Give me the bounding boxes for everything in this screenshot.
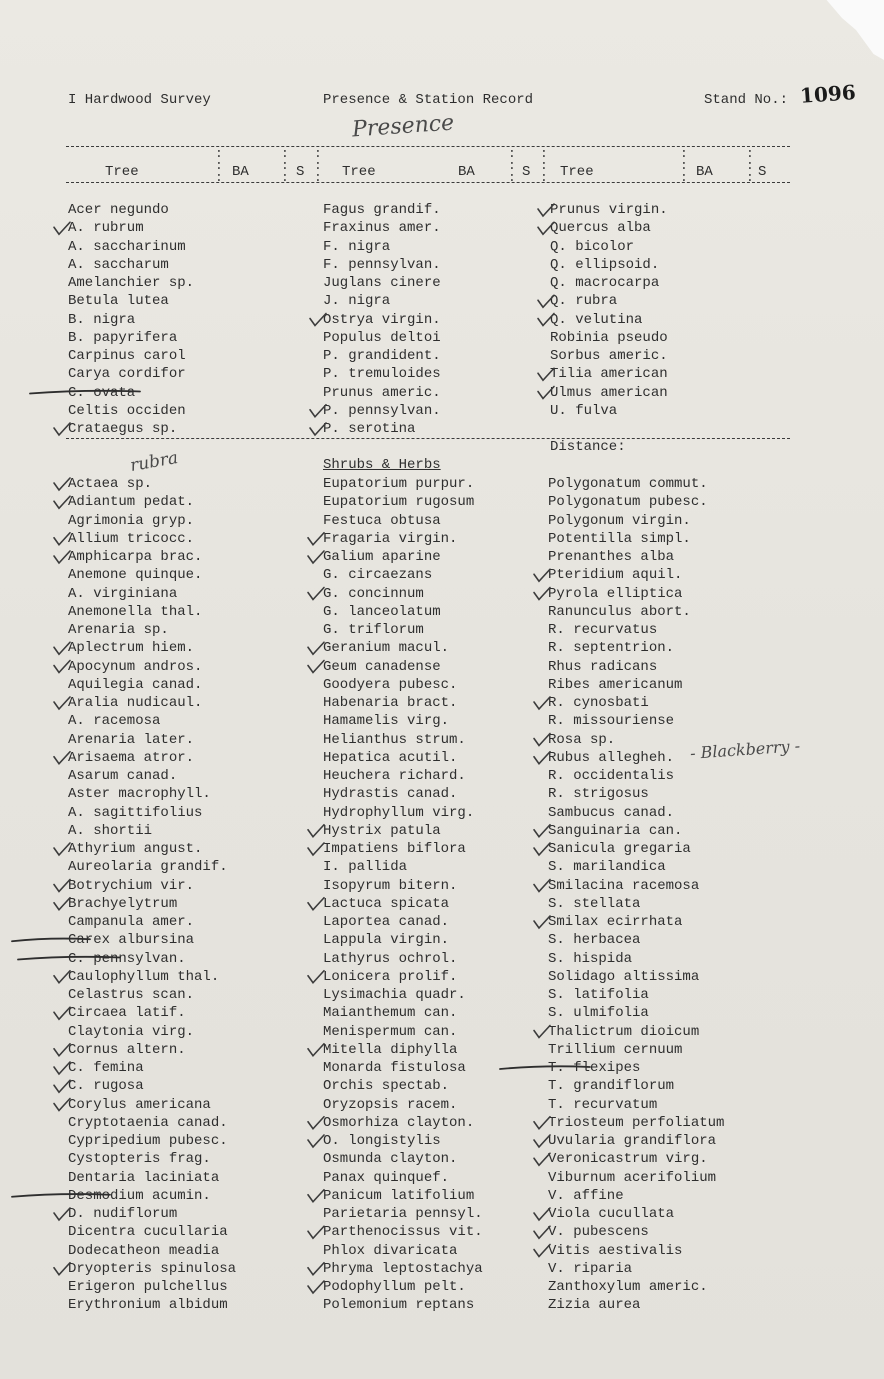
herb-species: Orchis spectab.	[323, 1078, 450, 1095]
herb-species: Corylus americana	[68, 1096, 211, 1113]
herb-species: Smilacina racemosa	[548, 877, 700, 894]
check-mark	[310, 423, 326, 435]
check-mark	[54, 533, 70, 545]
check-mark	[308, 843, 324, 855]
tree-species: Q. velutina	[550, 311, 643, 328]
tree-species: Carpinus carol	[68, 348, 186, 364]
distance-label: Distance:	[550, 439, 626, 455]
strike-mark	[12, 939, 90, 942]
check-mark	[534, 1245, 550, 1257]
herb-species: Circaea latif.	[68, 1005, 186, 1022]
check-mark	[308, 1117, 324, 1129]
herb-species: R. missouriense	[548, 713, 675, 730]
check-mark	[538, 295, 554, 307]
check-mark	[54, 661, 70, 673]
herb-species: Thalictrum dioicum	[548, 1023, 700, 1040]
check-mark	[54, 496, 70, 508]
herb-species: Hydrophyllum virg.	[323, 804, 475, 821]
herb-species: Lactuca spicata	[323, 895, 450, 912]
strike-mark	[500, 1066, 590, 1069]
herb-species: Prenanthes alba	[548, 549, 675, 565]
herb-species: Viola cucullata	[548, 1206, 675, 1222]
herb-species: Sanicula gregaria	[548, 841, 691, 857]
check-mark	[534, 1117, 550, 1129]
herb-species: Athyrium angust.	[68, 841, 203, 857]
tree-species: Ostrya virgin.	[323, 311, 441, 328]
tree-species: Crataegus sp.	[68, 421, 178, 437]
herb-species: Uvularia grandiflora	[548, 1133, 717, 1149]
herb-species: Osmorhiza clayton.	[323, 1114, 475, 1131]
check-mark	[54, 1263, 70, 1275]
col-separator: : : :	[540, 146, 548, 185]
herb-species: Caulophyllum thal.	[68, 968, 220, 985]
herb-species: Maianthemum can.	[323, 1005, 458, 1022]
herb-species: V. riparia	[548, 1260, 633, 1277]
col-separator: : : :	[508, 146, 516, 185]
herb-species: Vitis aestivalis	[548, 1242, 683, 1259]
herb-species: Anemone quinque.	[68, 567, 203, 584]
herb-species: S. hispida	[548, 950, 633, 967]
tree-species: C. ovata	[68, 384, 136, 401]
check-mark	[54, 697, 70, 709]
herb-species: C. femina	[68, 1060, 144, 1076]
check-mark	[534, 1208, 550, 1220]
strike-mark	[12, 1194, 110, 1197]
herb-species: Ranunculus abort.	[548, 603, 691, 620]
herb-species: Apocynum andros.	[68, 658, 203, 675]
herb-species: Fragaria virgin.	[323, 530, 458, 547]
col-head-s: S	[758, 164, 767, 180]
herb-species: R. septentrion.	[548, 640, 675, 657]
check-mark	[54, 1208, 70, 1220]
herb-species: Pteridium aquil.	[548, 567, 683, 584]
col-head-ba: BA	[696, 164, 713, 180]
herb-species: A. sagittifolius	[68, 804, 203, 821]
col-separator: : : :	[281, 146, 289, 185]
herb-species: T. flexipes	[548, 1060, 641, 1076]
herb-species: O. longistylis	[323, 1133, 441, 1149]
tree-species: P. pennsylvan.	[323, 402, 441, 419]
herb-species: Anemonella thal.	[68, 603, 203, 620]
tree-species: Ulmus american	[550, 384, 668, 401]
col-head-ba: BA	[232, 164, 249, 180]
herb-species: Asarum canad.	[68, 768, 178, 784]
col-head-s: S	[296, 164, 305, 180]
check-mark	[308, 898, 324, 910]
herb-species: G. circaezans	[323, 567, 433, 584]
check-mark	[54, 971, 70, 983]
herb-species: R. cynosbati	[548, 695, 649, 711]
check-mark	[54, 222, 70, 234]
herb-species: Festuca obtusa	[323, 512, 441, 529]
herb-species: Sanguinaria can.	[548, 822, 683, 839]
herb-species: Botrychium vir.	[68, 877, 195, 894]
herb-species: Cystopteris frag.	[68, 1151, 211, 1168]
strike-mark	[18, 957, 120, 960]
herb-species: Adiantum pedat.	[68, 494, 195, 511]
herb-species: Aplectrum hiem.	[68, 640, 195, 657]
tree-species: Fraxinus amer.	[323, 220, 441, 237]
check-mark	[308, 825, 324, 837]
herb-species: S. ulmifolia	[548, 1005, 649, 1022]
herb-species: Polygonum virgin.	[548, 512, 691, 529]
check-mark	[308, 1190, 324, 1202]
herb-species: V. affine	[548, 1187, 624, 1204]
check-mark	[534, 843, 550, 855]
herb-species: Ribes americanum	[548, 676, 683, 693]
herb-species: Solidago altissima	[548, 968, 700, 985]
check-mark	[54, 478, 70, 490]
tree-species: J. nigra	[323, 293, 391, 310]
herb-species: T. grandiflorum	[548, 1078, 675, 1095]
herb-species: Zizia aurea	[548, 1297, 641, 1314]
col-separator: : : :	[314, 146, 322, 185]
herb-species: Smilax ecirrhata	[548, 914, 683, 930]
check-mark	[54, 642, 70, 654]
herb-species: Actaea sp.	[68, 476, 153, 492]
herb-species: Brachyelytrum	[68, 895, 178, 912]
herb-species: I. pallida	[323, 859, 408, 876]
check-mark	[538, 368, 554, 380]
herb-species: Viburnum acerifolium	[548, 1169, 717, 1186]
check-mark	[308, 971, 324, 983]
herb-species: Podophyllum pelt.	[323, 1279, 466, 1295]
herb-species: Sambucus canad.	[548, 804, 675, 821]
col-head-ba: BA	[458, 164, 475, 180]
herb-species: S. latifolia	[548, 987, 649, 1003]
herb-species: R. strigosus	[548, 786, 649, 803]
herb-species: Cypripedium pubesc.	[68, 1133, 228, 1149]
herb-species: V. pubescens	[548, 1224, 649, 1241]
tree-species: A. saccharinum	[68, 238, 186, 255]
tree-species: P. grandident.	[323, 348, 441, 364]
herb-species: Lysimachia quadr.	[323, 987, 466, 1003]
herb-species: S. stellata	[548, 895, 641, 912]
check-mark	[534, 1135, 550, 1147]
herb-species: Laportea canad.	[323, 914, 450, 930]
herb-species: Aster macrophyll.	[68, 786, 211, 803]
herb-species: Cornus altern.	[68, 1041, 186, 1058]
herb-species: Dicentra cucullaria	[68, 1224, 228, 1241]
handwritten-blackberry: - Blackberry -	[689, 736, 801, 763]
tree-species: Acer negundo	[68, 202, 169, 218]
stand-number: 1096	[799, 80, 857, 108]
herb-species: G. concinnum	[323, 585, 424, 602]
check-mark	[538, 387, 554, 399]
herb-species: Parietaria pennsyl.	[323, 1206, 483, 1222]
check-mark	[534, 569, 550, 581]
herb-species: Dentaria laciniata	[68, 1169, 220, 1186]
herb-species: Arenaria later.	[68, 731, 195, 748]
herb-species: Rhus radicans	[548, 658, 658, 675]
check-mark	[308, 1263, 324, 1275]
check-mark	[54, 1080, 70, 1092]
herb-species: Dodecatheon meadia	[68, 1242, 220, 1259]
check-mark	[54, 1099, 70, 1111]
check-mark	[534, 880, 550, 892]
check-mark	[534, 1153, 550, 1165]
herb-species: A. virginiana	[68, 585, 178, 602]
herb-species: Arisaema atror.	[68, 749, 195, 766]
stand-label: Stand No.:	[704, 92, 789, 108]
herb-species: D. nudiflorum	[68, 1206, 178, 1222]
herb-species: Hepatica acutil.	[323, 749, 458, 766]
herb-species: Erythronium albidum	[68, 1297, 228, 1314]
herb-species: S. herbacea	[548, 932, 641, 949]
herb-species: Phryma leptostachya	[323, 1260, 483, 1277]
herb-species: Rosa sp.	[548, 731, 616, 748]
check-mark	[534, 752, 550, 764]
tree-species: Tilia american	[550, 366, 668, 383]
herb-species: G. triflorum	[323, 622, 424, 638]
herb-species: Panicum latifolium	[323, 1187, 475, 1204]
herb-species: Habenaria bract.	[323, 695, 458, 711]
herb-species: C. rugosa	[68, 1078, 144, 1095]
check-mark	[310, 405, 326, 417]
tree-species: A. saccharum	[68, 256, 169, 273]
herb-species: Goodyera pubesc.	[323, 676, 458, 693]
check-mark	[54, 551, 70, 563]
herb-species: Zanthoxylum americ.	[548, 1279, 708, 1295]
tree-species: Prunus virgin.	[550, 202, 668, 218]
handwritten-rubra: rubra	[128, 447, 180, 477]
check-mark	[310, 314, 326, 326]
check-mark	[54, 898, 70, 910]
check-mark	[538, 204, 554, 216]
herb-species: Hydrastis canad.	[323, 786, 458, 803]
herb-species: Impatiens biflora	[323, 841, 466, 857]
herb-species: Heuchera richard.	[323, 768, 466, 784]
herb-species: Cryptotaenia canad.	[68, 1114, 228, 1131]
tree-species: Quercus alba	[550, 220, 651, 237]
herb-species: Lonicera prolif.	[323, 968, 458, 985]
col-head-tree: Tree	[342, 164, 376, 180]
check-mark	[308, 1226, 324, 1238]
col-separator: : : :	[746, 146, 754, 185]
herb-species: Geranium macul.	[323, 640, 450, 657]
tree-species: Q. macrocarpa	[550, 275, 660, 291]
herb-species: T. recurvatum	[548, 1096, 658, 1113]
tree-species: Robinia pseudo	[550, 329, 668, 346]
col-head-s: S	[522, 164, 531, 180]
check-mark	[534, 825, 550, 837]
herb-species: Celastrus scan.	[68, 987, 195, 1003]
check-mark	[534, 1026, 550, 1038]
herb-species: Amphicarpa brac.	[68, 549, 203, 565]
check-mark	[538, 314, 554, 326]
herb-species: Dryopteris spinulosa	[68, 1260, 237, 1277]
col-head-tree: Tree	[105, 164, 139, 180]
check-mark	[54, 752, 70, 764]
tree-species: Amelanchier sp.	[68, 275, 195, 291]
col-separator: : : :	[680, 146, 688, 185]
tree-species: P. serotina	[323, 421, 416, 437]
herb-species: Monarda fistulosa	[323, 1060, 466, 1076]
check-mark	[534, 916, 550, 928]
strike-mark	[30, 391, 140, 394]
herb-species: Polemonium reptans	[323, 1297, 475, 1314]
herb-species: Desmodium acumin.	[68, 1187, 211, 1204]
check-mark	[538, 222, 554, 234]
herb-species: Eupatorium purpur.	[323, 476, 475, 492]
tree-species: B. nigra	[68, 311, 136, 328]
herb-species: Triosteum perfoliatum	[548, 1114, 725, 1131]
herb-species: Osmunda clayton.	[323, 1151, 458, 1168]
check-mark	[54, 880, 70, 892]
herb-species: Lathyrus ochrol.	[323, 950, 458, 967]
shrubs-herbs-title: Shrubs & Herbs	[323, 457, 441, 473]
herb-species: R. recurvatus	[548, 622, 658, 638]
herb-species: Helianthus strum.	[323, 731, 466, 748]
check-mark	[54, 1044, 70, 1056]
herb-species: Polygonatum commut.	[548, 476, 708, 492]
herb-species: Phlox divaricata	[323, 1242, 458, 1259]
tree-species: Q. ellipsoid.	[550, 256, 660, 273]
herb-species: Lappula virgin.	[323, 932, 450, 949]
herb-species: Aquilegia canad.	[68, 676, 203, 693]
check-mark	[308, 1044, 324, 1056]
tree-species: F. nigra	[323, 238, 391, 255]
check-mark	[308, 642, 324, 654]
check-mark	[308, 661, 324, 673]
herb-species: Aralia nudicaul.	[68, 695, 203, 711]
herb-species: Carex albursina	[68, 932, 195, 949]
tree-species: Celtis occiden	[68, 402, 186, 419]
tree-species: U. fulva	[550, 402, 618, 419]
check-mark	[54, 1007, 70, 1019]
check-mark	[308, 588, 324, 600]
herb-species: Trillium cernuum	[548, 1041, 683, 1058]
herb-species: Isopyrum bitern.	[323, 877, 458, 894]
record-title: Presence & Station Record	[323, 92, 534, 108]
tree-species: Fagus grandif.	[323, 202, 441, 218]
tree-species: Juglans cinere	[323, 275, 441, 291]
herb-species: Arenaria sp.	[68, 622, 169, 638]
check-mark	[54, 423, 70, 435]
col-head-tree: Tree	[560, 164, 594, 180]
herb-species: Hamamelis virg.	[323, 713, 450, 730]
tree-species: Q. rubra	[550, 293, 618, 310]
herb-species: Aureolaria grandif.	[68, 859, 228, 876]
tree-species: F. pennsylvan.	[323, 256, 441, 273]
check-mark	[54, 843, 70, 855]
herb-species: Claytonia virg.	[68, 1023, 195, 1040]
check-mark	[308, 1281, 324, 1293]
tree-species: Q. bicolor	[550, 238, 635, 255]
herb-species: Rubus allegheh.	[548, 749, 675, 766]
herb-species: Oryzopsis racem.	[323, 1096, 458, 1113]
herb-species: Campanula amer.	[68, 914, 195, 930]
herb-species: A. racemosa	[68, 713, 161, 730]
herb-species: Pyrola elliptica	[548, 585, 683, 602]
herb-species: Panax quinquef.	[323, 1169, 450, 1186]
herb-species: A. shortii	[68, 822, 153, 839]
survey-title: I Hardwood Survey	[68, 92, 211, 108]
tree-species: A. rubrum	[68, 220, 144, 237]
herb-species: Allium tricocc.	[68, 530, 195, 547]
tree-species: Carya cordifor	[68, 366, 186, 383]
herb-species: Eupatorium rugosum	[323, 494, 475, 511]
herb-species: Potentilla simpl.	[548, 530, 691, 547]
check-mark	[534, 588, 550, 600]
herb-species: R. occidentalis	[548, 768, 675, 784]
tree-species: Populus deltoi	[323, 329, 441, 346]
tree-species: B. papyrifera	[68, 329, 178, 346]
herb-species: Geum canadense	[323, 658, 441, 675]
herb-species: Galium aparine	[323, 549, 441, 565]
handwritten-presence: Presence	[351, 110, 455, 143]
check-mark	[534, 697, 550, 709]
herb-species: C. pennsylvan.	[68, 950, 186, 967]
tree-species: Sorbus americ.	[550, 348, 668, 364]
col-separator: : : :	[215, 146, 223, 185]
check-mark	[534, 1226, 550, 1238]
tree-species: P. tremuloides	[323, 366, 441, 383]
tree-species: Betula lutea	[68, 293, 169, 310]
check-mark	[308, 533, 324, 545]
herb-species: Agrimonia gryp.	[68, 512, 195, 529]
check-mark	[308, 1135, 324, 1147]
herb-species: Erigeron pulchellus	[68, 1279, 228, 1295]
herb-species: G. lanceolatum	[323, 603, 441, 620]
herb-species: Mitella diphylla	[323, 1041, 458, 1058]
herb-species: S. marilandica	[548, 859, 666, 876]
tree-species: Prunus americ.	[323, 384, 441, 401]
herb-species: Menispermum can.	[323, 1023, 458, 1040]
check-mark	[308, 551, 324, 563]
check-mark	[54, 1062, 70, 1074]
check-mark	[534, 734, 550, 746]
herb-species: Hystrix patula	[323, 822, 441, 839]
herb-species: Parthenocissus vit.	[323, 1224, 483, 1241]
herb-species: Polygonatum pubesc.	[548, 494, 708, 511]
herb-species: Veronicastrum virg.	[548, 1151, 708, 1168]
